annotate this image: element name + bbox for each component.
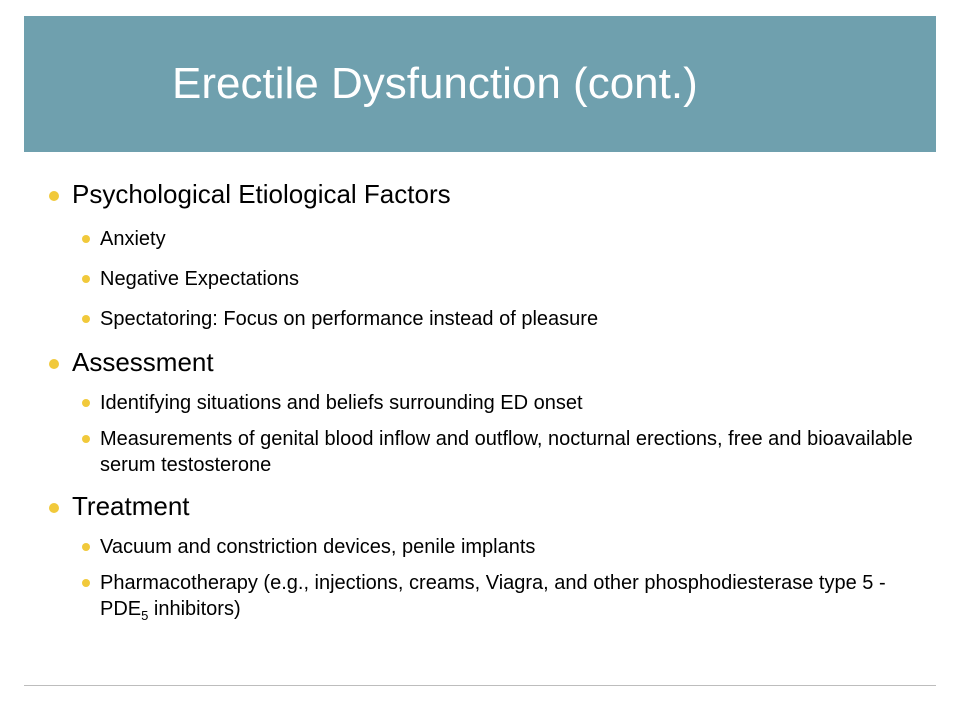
bullet-dot-icon bbox=[82, 399, 90, 407]
bullet-dot-icon bbox=[82, 315, 90, 323]
bullet-dot-icon bbox=[49, 359, 59, 369]
section-heading-text: Psychological Etiological Factors bbox=[72, 179, 451, 209]
section-heading-text: Assessment bbox=[72, 347, 214, 377]
list-item bbox=[48, 426, 918, 478]
subscript-text: 5 bbox=[141, 608, 149, 623]
bottom-divider bbox=[24, 685, 936, 686]
list-item bbox=[48, 226, 918, 252]
list-item-text: Vacuum and constriction devices, penile implants bbox=[100, 536, 536, 558]
list-item-text: Identifying situations and beliefs surrounding ED onset bbox=[100, 392, 583, 414]
bullet-dot-icon bbox=[49, 503, 59, 513]
slide-body bbox=[48, 178, 918, 622]
list-item-text bbox=[100, 572, 886, 623]
bullet-dot-icon bbox=[82, 543, 90, 551]
list-item-text: Measurements of genital blood inflow and outflow, nocturnal erections, free and bioavailable serum testosterone bbox=[100, 428, 913, 476]
list-item bbox=[48, 266, 918, 292]
bullet-dot-icon bbox=[82, 275, 90, 283]
list-item-text: Anxiety bbox=[100, 228, 166, 250]
list-item bbox=[48, 570, 918, 622]
section-heading-text: Treatment bbox=[72, 491, 190, 521]
list-item-text: Spectatoring: Focus on performance instead of pleasure bbox=[100, 308, 599, 330]
bullet-dot-icon bbox=[82, 435, 90, 443]
list-item-text-end: inhibitors) bbox=[148, 598, 241, 620]
bullet-dot-icon bbox=[82, 235, 90, 243]
list-item bbox=[48, 534, 918, 560]
list-item bbox=[48, 306, 918, 332]
list-item bbox=[48, 390, 918, 416]
list-item-text-main: Pharmacotherapy (e.g., injections, creams, Viagra, and other phosphodiesterase type 5 - PDE bbox=[100, 572, 886, 620]
section-heading bbox=[48, 178, 918, 210]
bullet-dot-icon bbox=[49, 191, 59, 201]
bullet-dot-icon bbox=[82, 579, 90, 587]
section-heading bbox=[48, 346, 918, 378]
slide-title: Erectile Dysfunction (cont.) bbox=[172, 59, 698, 108]
list-item-text: Negative Expectations bbox=[100, 268, 300, 290]
section-heading bbox=[48, 490, 918, 522]
